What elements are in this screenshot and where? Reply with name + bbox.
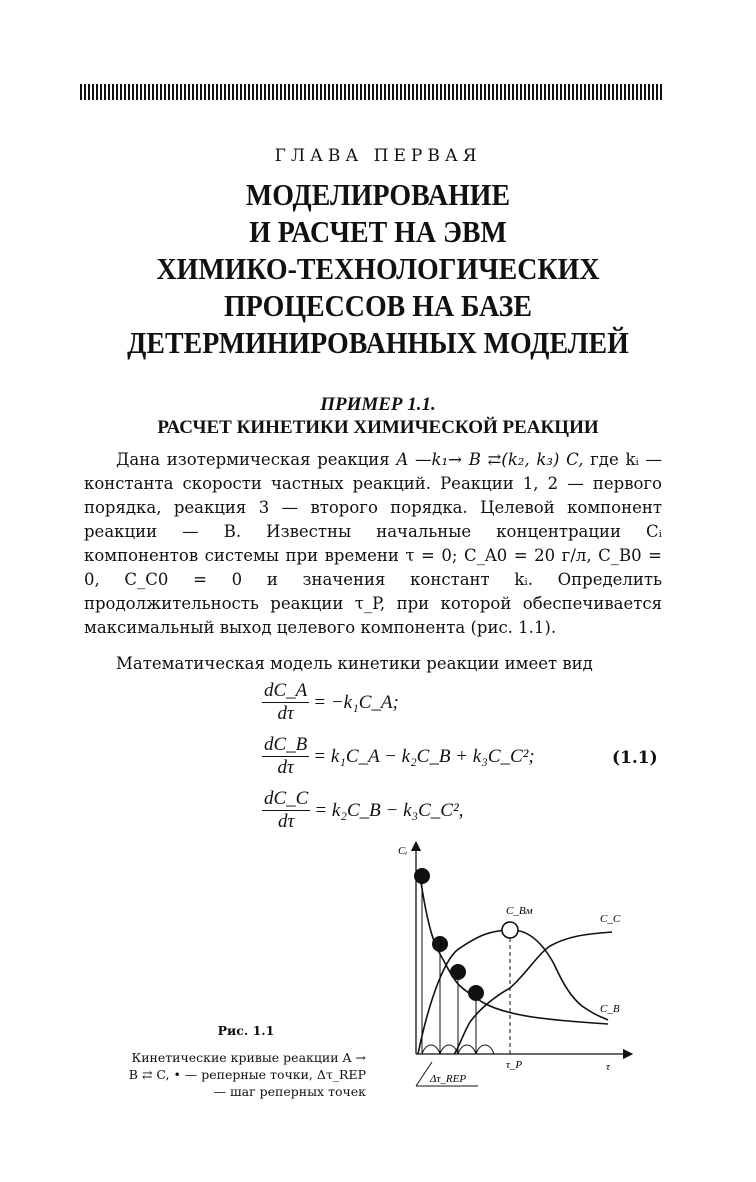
title-line: И РАСЧЕТ НА ЭВМ (249, 214, 507, 249)
x-axis-label: τ (606, 1061, 610, 1073)
chapter-label: ГЛАВА ПЕРВАЯ (274, 146, 482, 166)
equation-b (262, 734, 535, 779)
title-line: ХИМИКО-ТЕХНОЛОГИЧЕСКИХ (156, 251, 600, 286)
equation-rhs: = k₁C_A − k₂C_B + k₃C_C²; (313, 745, 535, 767)
paragraph-lead: Дана изотермическая реакция (116, 450, 390, 469)
model-intro-paragraph: Математическая модель кинетики реакции имеет вид (116, 654, 593, 673)
reference-point (414, 868, 430, 884)
equation-rhs: = k₂C_B − k₃C_C², (314, 799, 464, 821)
fraction-denominator: dτ (277, 703, 294, 724)
reference-point (432, 936, 448, 952)
problem-paragraph (84, 448, 662, 640)
example-title: РАСЧЕТ КИНЕТИКИ ХИМИЧЕСКОЙ РЕАКЦИИ (157, 417, 599, 438)
label-dt: Δτ_REP (430, 1073, 467, 1085)
reference-point (468, 985, 484, 1001)
title-line: ПРОЦЕССОВ НА БАЗЕ (224, 288, 532, 323)
chapter-title (38, 176, 718, 361)
reaction-scheme: A —k₁→ B ⇄(k₂, k₃) C, (396, 450, 584, 469)
figure-caption (126, 1022, 366, 1100)
label-cb: C_B (600, 1003, 620, 1015)
figure-caption-title: Рис. 1.1 (217, 1023, 275, 1038)
fraction-denominator: dτ (278, 811, 295, 832)
fraction (262, 788, 310, 833)
fraction-numerator: dC_A (264, 680, 308, 701)
fraction-numerator: dC_B (264, 734, 308, 755)
curve-ca (420, 876, 608, 1024)
fraction (262, 734, 309, 779)
label-bmax: C_Bм (506, 905, 533, 917)
equation-rhs: = −k₁C_A; (313, 691, 399, 713)
step-arc (476, 1045, 494, 1054)
equation-a (262, 680, 399, 725)
y-axis-label: Cᵢ (398, 845, 408, 857)
title-line: МОДЕЛИРОВАНИЕ (245, 177, 511, 212)
example-label: ПРИМЕР 1.1. (320, 394, 436, 415)
equation-number: (1.1) (612, 748, 658, 768)
fraction-numerator: dC_C (264, 788, 309, 809)
max-point (502, 922, 518, 938)
fraction (262, 680, 309, 725)
kinetic-curves-figure (386, 836, 646, 1106)
header-rule (80, 84, 662, 100)
step-arc (422, 1045, 440, 1054)
step-arc (458, 1045, 476, 1054)
paragraph-rest: где kᵢ — константа скорости частных реакций. Реакции 1, 2 — первого порядка, реакция 3 — второго порядка. Целевой компонент реакции — B. Известны начальные концентрации Cᵢ компонентов системы при времени τ = 0; C_A0 = 20 г/л, C_B0 = 0, C_C0 = 0 и значения констант kᵢ. Определить продолжительность реакции τ_P, при которой обеспечивается максимальный выход целевого компонента (рис. 1.1). (84, 450, 662, 637)
equation-c (262, 788, 463, 833)
title-line: ДЕТЕРМИНИРОВАННЫХ МОДЕЛЕЙ (127, 325, 629, 360)
label-tp: τ_P (506, 1059, 523, 1071)
reference-point (450, 964, 466, 980)
fraction-denominator: dτ (277, 757, 294, 778)
label-cc: C_C (600, 913, 621, 925)
figure-caption-text: Кинетические кривые реакции A → B ⇄ C, • — реперные точки, Δτ_REP — шаг реперных точек (128, 1050, 366, 1099)
